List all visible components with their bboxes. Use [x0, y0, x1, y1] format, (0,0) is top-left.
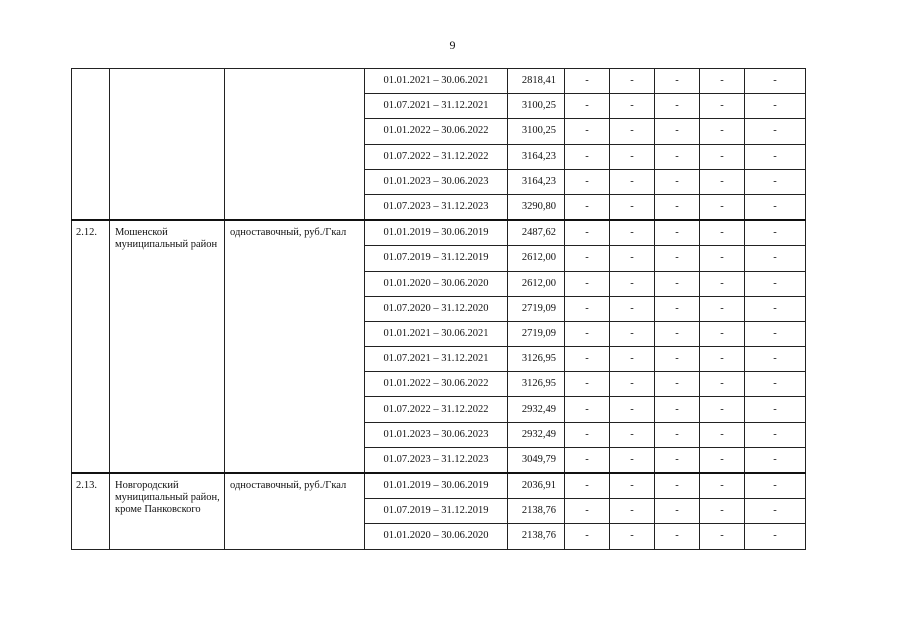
tariff-table: [71, 68, 806, 550]
value-cell: 3100,25: [508, 119, 565, 144]
empty-cell: -: [655, 169, 700, 194]
empty-cell: -: [700, 422, 745, 447]
empty-cell: -: [565, 296, 610, 321]
tariff-type: [225, 69, 365, 221]
empty-cell: -: [700, 246, 745, 271]
value-cell: 2932,49: [508, 397, 565, 422]
page-number: 9: [449, 38, 456, 52]
empty-cell: -: [610, 69, 655, 94]
empty-cell: -: [655, 194, 700, 220]
empty-cell: -: [745, 524, 806, 549]
empty-cell: -: [610, 422, 655, 447]
empty-cell: -: [745, 169, 806, 194]
empty-cell: -: [610, 220, 655, 246]
empty-cell: -: [610, 524, 655, 549]
period-cell: 01.07.2022 – 31.12.2022: [365, 144, 508, 169]
empty-cell: -: [610, 499, 655, 524]
empty-cell: -: [700, 194, 745, 220]
empty-cell: -: [565, 94, 610, 119]
value-cell: 2138,76: [508, 524, 565, 549]
empty-cell: -: [610, 296, 655, 321]
period-cell: 01.01.2022 – 30.06.2022: [365, 119, 508, 144]
empty-cell: -: [565, 347, 610, 372]
value-cell: 2818,41: [508, 69, 565, 94]
row-number: 2.13.: [72, 473, 110, 549]
empty-cell: -: [655, 524, 700, 549]
value-cell: 3126,95: [508, 372, 565, 397]
empty-cell: -: [655, 447, 700, 473]
period-cell: 01.01.2020 – 30.06.2020: [365, 524, 508, 549]
empty-cell: -: [565, 372, 610, 397]
empty-cell: -: [745, 473, 806, 499]
empty-cell: -: [565, 271, 610, 296]
empty-cell: -: [655, 296, 700, 321]
district-name: Новгородский муниципальный район, кроме Панковского: [110, 473, 225, 549]
empty-cell: -: [655, 94, 700, 119]
empty-cell: -: [565, 69, 610, 94]
empty-cell: -: [745, 271, 806, 296]
empty-cell: -: [700, 144, 745, 169]
empty-cell: -: [700, 397, 745, 422]
empty-cell: -: [610, 144, 655, 169]
table-row: [72, 220, 806, 246]
empty-cell: -: [745, 119, 806, 144]
empty-cell: -: [655, 372, 700, 397]
empty-cell: -: [700, 347, 745, 372]
empty-cell: -: [655, 271, 700, 296]
empty-cell: -: [610, 397, 655, 422]
empty-cell: -: [565, 397, 610, 422]
empty-cell: -: [700, 372, 745, 397]
empty-cell: -: [745, 69, 806, 94]
empty-cell: -: [655, 499, 700, 524]
empty-cell: -: [700, 271, 745, 296]
empty-cell: -: [610, 169, 655, 194]
empty-cell: -: [565, 144, 610, 169]
period-cell: 01.01.2019 – 30.06.2019: [365, 473, 508, 499]
value-cell: 2036,91: [508, 473, 565, 499]
empty-cell: -: [565, 422, 610, 447]
value-cell: 3290,80: [508, 194, 565, 220]
empty-cell: -: [745, 321, 806, 346]
value-cell: 3126,95: [508, 347, 565, 372]
empty-cell: -: [655, 119, 700, 144]
empty-cell: -: [745, 246, 806, 271]
empty-cell: -: [700, 296, 745, 321]
empty-cell: -: [565, 321, 610, 346]
period-cell: 01.01.2021 – 30.06.2021: [365, 321, 508, 346]
empty-cell: -: [700, 499, 745, 524]
empty-cell: -: [745, 220, 806, 246]
tariff-type: одноставочный, руб./Гкал: [225, 220, 365, 473]
empty-cell: -: [745, 372, 806, 397]
empty-cell: -: [610, 94, 655, 119]
empty-cell: -: [745, 347, 806, 372]
empty-cell: -: [565, 119, 610, 144]
empty-cell: -: [745, 94, 806, 119]
period-cell: 01.01.2022 – 30.06.2022: [365, 372, 508, 397]
value-cell: 2487,62: [508, 220, 565, 246]
empty-cell: -: [565, 220, 610, 246]
district-name: Мошенской муниципальный район: [110, 220, 225, 473]
empty-cell: -: [700, 94, 745, 119]
value-cell: 2932,49: [508, 422, 565, 447]
value-cell: 2612,00: [508, 246, 565, 271]
empty-cell: -: [700, 220, 745, 246]
period-cell: 01.07.2021 – 31.12.2021: [365, 94, 508, 119]
empty-cell: -: [610, 372, 655, 397]
empty-cell: -: [610, 321, 655, 346]
tariff-table-body: [72, 69, 806, 550]
table-row: [72, 69, 806, 94]
empty-cell: -: [745, 422, 806, 447]
value-cell: 3100,25: [508, 94, 565, 119]
value-cell: 3049,79: [508, 447, 565, 473]
empty-cell: -: [745, 194, 806, 220]
district-name: [110, 69, 225, 221]
tariff-type: одноставочный, руб./Гкал: [225, 473, 365, 549]
period-cell: 01.07.2023 – 31.12.2023: [365, 447, 508, 473]
empty-cell: -: [610, 271, 655, 296]
period-cell: 01.07.2023 – 31.12.2023: [365, 194, 508, 220]
period-cell: 01.01.2019 – 30.06.2019: [365, 220, 508, 246]
empty-cell: -: [610, 246, 655, 271]
empty-cell: -: [745, 397, 806, 422]
empty-cell: -: [565, 246, 610, 271]
period-cell: 01.01.2021 – 30.06.2021: [365, 69, 508, 94]
empty-cell: -: [700, 69, 745, 94]
empty-cell: -: [745, 499, 806, 524]
value-cell: 3164,23: [508, 144, 565, 169]
period-cell: 01.07.2020 – 31.12.2020: [365, 296, 508, 321]
period-cell: 01.01.2020 – 30.06.2020: [365, 271, 508, 296]
empty-cell: -: [655, 473, 700, 499]
empty-cell: -: [610, 347, 655, 372]
period-cell: 01.01.2023 – 30.06.2023: [365, 169, 508, 194]
empty-cell: -: [565, 473, 610, 499]
empty-cell: -: [655, 321, 700, 346]
value-cell: 3164,23: [508, 169, 565, 194]
empty-cell: -: [655, 144, 700, 169]
empty-cell: -: [700, 169, 745, 194]
empty-cell: -: [565, 499, 610, 524]
period-cell: 01.07.2021 – 31.12.2021: [365, 347, 508, 372]
empty-cell: -: [565, 169, 610, 194]
period-cell: 01.07.2022 – 31.12.2022: [365, 397, 508, 422]
empty-cell: -: [700, 321, 745, 346]
empty-cell: -: [565, 447, 610, 473]
empty-cell: -: [745, 296, 806, 321]
empty-cell: -: [655, 220, 700, 246]
empty-cell: -: [700, 473, 745, 499]
empty-cell: -: [610, 194, 655, 220]
empty-cell: -: [610, 447, 655, 473]
empty-cell: -: [745, 447, 806, 473]
empty-cell: -: [655, 69, 700, 94]
row-number: [72, 69, 110, 221]
empty-cell: -: [700, 447, 745, 473]
empty-cell: -: [655, 246, 700, 271]
empty-cell: -: [565, 524, 610, 549]
empty-cell: -: [655, 422, 700, 447]
empty-cell: -: [745, 144, 806, 169]
empty-cell: -: [565, 194, 610, 220]
empty-cell: -: [655, 347, 700, 372]
period-cell: 01.07.2019 – 31.12.2019: [365, 246, 508, 271]
value-cell: 2138,76: [508, 499, 565, 524]
value-cell: 2719,09: [508, 321, 565, 346]
value-cell: 2612,00: [508, 271, 565, 296]
empty-cell: -: [610, 119, 655, 144]
empty-cell: -: [655, 397, 700, 422]
empty-cell: -: [700, 524, 745, 549]
value-cell: 2719,09: [508, 296, 565, 321]
empty-cell: -: [610, 473, 655, 499]
empty-cell: -: [700, 119, 745, 144]
period-cell: 01.01.2023 – 30.06.2023: [365, 422, 508, 447]
table-row: [72, 473, 806, 499]
period-cell: 01.07.2019 – 31.12.2019: [365, 499, 508, 524]
row-number: 2.12.: [72, 220, 110, 473]
